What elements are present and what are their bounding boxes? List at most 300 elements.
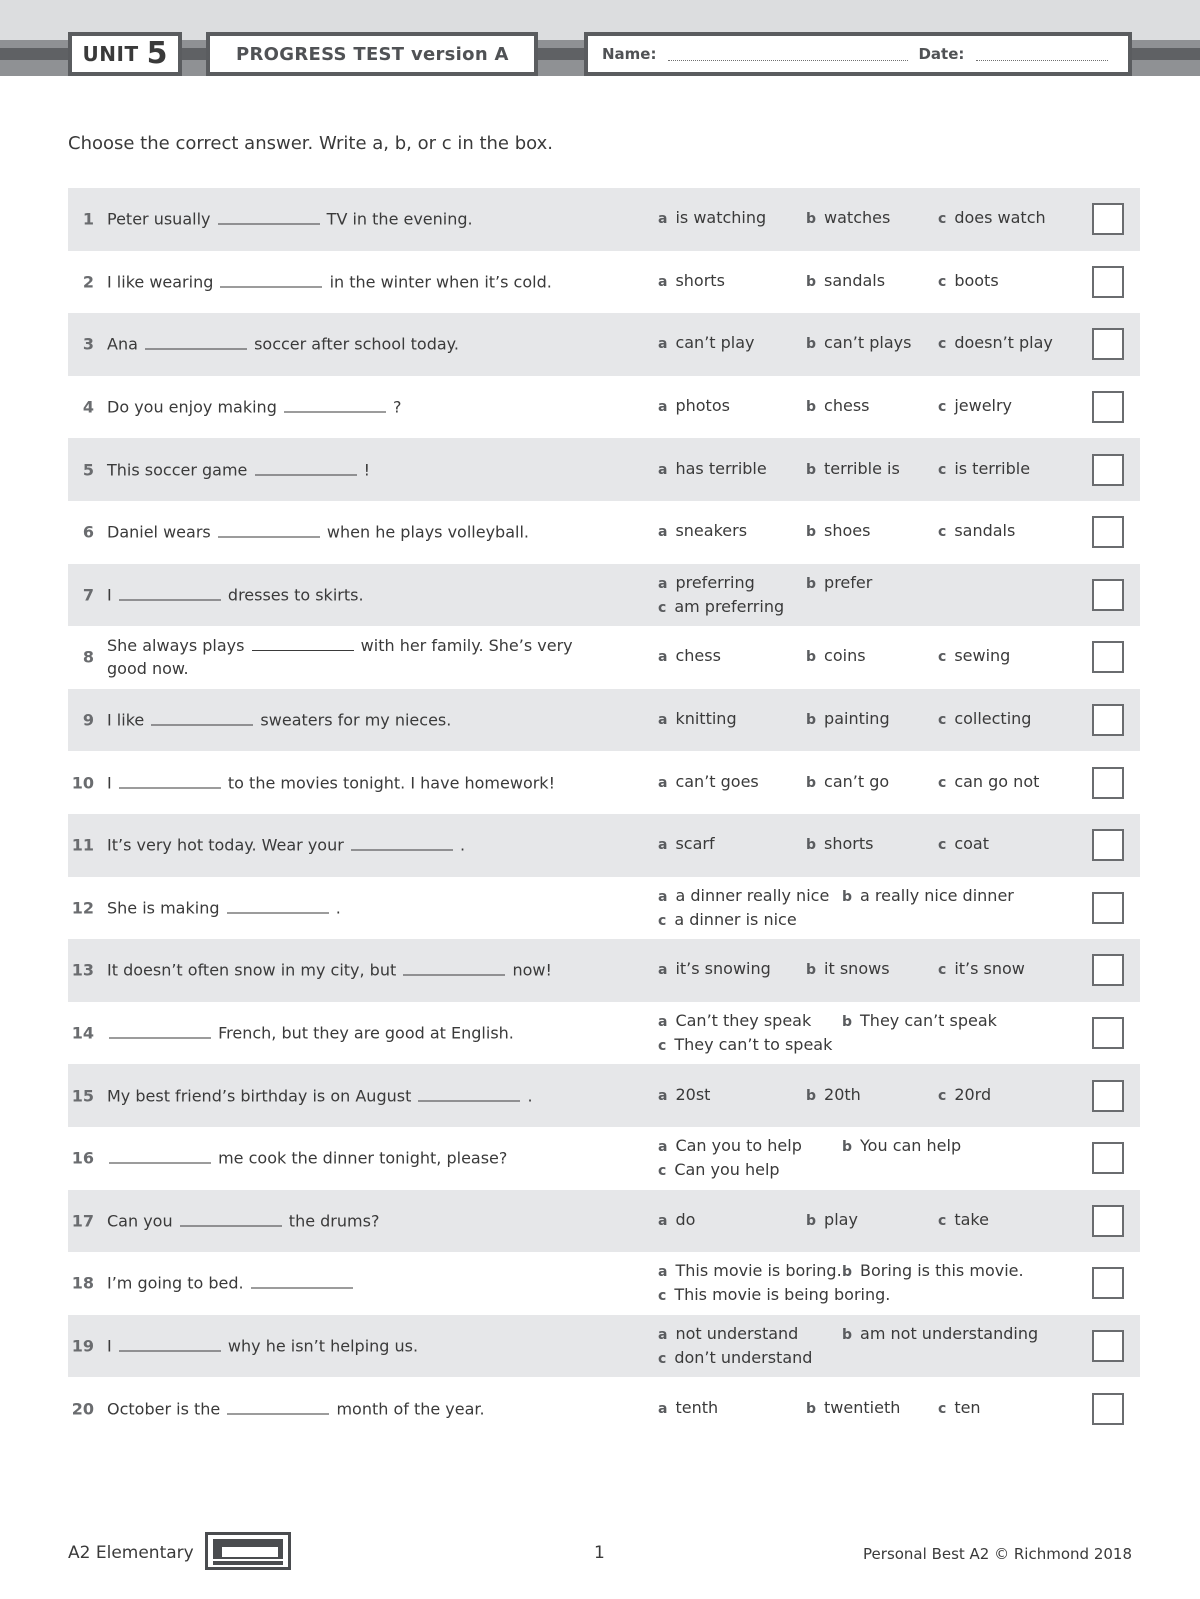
- answer-box[interactable]: [1092, 954, 1124, 986]
- question-text-after: the drums?: [288, 1211, 380, 1231]
- option-a: [658, 521, 747, 540]
- question-row: [68, 564, 1140, 627]
- option-b: [806, 834, 873, 853]
- answer-gap: [180, 1211, 282, 1226]
- question-number: 3: [82, 334, 94, 354]
- option-letter: b: [842, 1139, 853, 1156]
- option-letter: c: [938, 1087, 947, 1104]
- answer-box[interactable]: [1092, 704, 1124, 736]
- question-text-after: when he plays volleyball.: [326, 522, 529, 542]
- option-c: [938, 1085, 991, 1104]
- option-letter: b: [842, 1264, 853, 1281]
- option-text: play: [824, 1209, 858, 1229]
- option-letter: a: [658, 575, 668, 592]
- option-text: prefer: [824, 572, 873, 592]
- option-letter: a: [658, 1014, 668, 1031]
- question-row: [68, 251, 1140, 314]
- question-text: [107, 396, 607, 419]
- unit-label: UNIT: [82, 42, 139, 66]
- option-b: [806, 772, 889, 791]
- option-b: [806, 709, 890, 728]
- option-letter: b: [842, 1326, 853, 1343]
- answer-gap: [351, 836, 453, 851]
- option-letter: a: [658, 1326, 668, 1343]
- question-text: [107, 458, 607, 481]
- option-text: collecting: [954, 709, 1032, 729]
- question-text-after: ?: [393, 397, 402, 417]
- answer-box[interactable]: [1092, 266, 1124, 298]
- answer-box[interactable]: [1092, 1142, 1124, 1174]
- option-text: sneakers: [675, 521, 748, 541]
- option-letter: b: [806, 1087, 817, 1104]
- option-letter: b: [806, 399, 817, 416]
- option-a: [658, 208, 766, 227]
- option-b: [806, 1210, 858, 1229]
- question-number: 12: [71, 898, 94, 918]
- option-letter: c: [658, 599, 667, 616]
- option-letter: c: [658, 1350, 667, 1367]
- option-c: [658, 1285, 890, 1304]
- question-text-before: I: [107, 1336, 112, 1356]
- answer-gap: [119, 773, 221, 788]
- option-letter: b: [842, 1014, 853, 1031]
- option-a: [658, 1210, 695, 1229]
- question-text-before: October is the: [107, 1399, 221, 1419]
- answer-gap: [109, 1149, 211, 1164]
- option-text: coat: [954, 834, 989, 854]
- question-text-before: Do you enjoy making: [107, 397, 277, 417]
- option-text: am not understanding: [860, 1323, 1039, 1343]
- option-text: painting: [824, 709, 890, 729]
- test-title: PROGRESS TEST version A: [236, 43, 509, 65]
- option-letter: c: [658, 912, 667, 929]
- question-text-after: with her family. She’s very good now.: [107, 636, 573, 679]
- question-text-before: Peter usually: [107, 209, 211, 229]
- option-b: [806, 1085, 861, 1104]
- question-text: [107, 208, 607, 231]
- question-text-after: why he isn’t helping us.: [227, 1336, 419, 1356]
- option-b: [842, 886, 1014, 905]
- option-letter: b: [806, 336, 817, 353]
- option-b: [842, 1011, 997, 1030]
- option-text: is watching: [675, 208, 767, 228]
- option-a: [658, 573, 755, 592]
- option-text: it’s snow: [954, 959, 1025, 979]
- option-letter: a: [658, 649, 668, 666]
- answer-box[interactable]: [1092, 892, 1124, 924]
- option-text: preferring: [675, 572, 755, 592]
- option-text: not understand: [675, 1323, 799, 1343]
- question-text: [107, 1022, 607, 1045]
- option-a: [658, 271, 725, 290]
- option-letter: a: [658, 524, 668, 541]
- question-text-before: My best friend’s birthday is on August: [107, 1086, 412, 1106]
- option-text: can’t go: [824, 771, 890, 791]
- answer-gap: [251, 1274, 353, 1289]
- question-text: [107, 834, 607, 857]
- footer-level: A2 Elementary: [68, 1543, 194, 1563]
- option-text: They can’t speak: [860, 1011, 997, 1031]
- question-row: [68, 1064, 1140, 1127]
- option-letter: c: [938, 399, 947, 416]
- question-number: 11: [71, 835, 94, 855]
- question-text: [107, 521, 607, 544]
- option-letter: b: [806, 211, 817, 228]
- answer-gap: [119, 585, 221, 600]
- option-letter: b: [842, 888, 853, 905]
- option-c: [938, 834, 989, 853]
- option-letter: a: [658, 962, 668, 979]
- option-letter: c: [938, 1400, 947, 1417]
- option-letter: b: [806, 575, 817, 592]
- option-c: [658, 597, 784, 616]
- option-letter: b: [806, 1400, 817, 1417]
- option-text: 20th: [824, 1084, 861, 1104]
- option-letter: c: [658, 1288, 667, 1305]
- option-letter: c: [938, 211, 947, 228]
- option-text: shoes: [824, 521, 871, 541]
- option-b: [806, 573, 872, 592]
- option-text: twentieth: [824, 1397, 901, 1417]
- option-a: [658, 1136, 802, 1155]
- answer-box[interactable]: [1092, 767, 1124, 799]
- answer-gap: [418, 1086, 520, 1101]
- option-a: [658, 959, 771, 978]
- answer-gap: [252, 636, 354, 651]
- answer-gap: [227, 898, 329, 913]
- instruction: Choose the correct answer. Write a, b, or c in the box.: [68, 133, 553, 154]
- option-text: sandals: [824, 270, 886, 290]
- page-number: 1: [594, 1543, 605, 1563]
- option-text: Can’t they speak: [675, 1011, 812, 1031]
- option-b: [806, 521, 870, 540]
- option-text: doesn’t play: [954, 333, 1053, 353]
- test-title-box: [206, 32, 538, 76]
- question-number: 20: [71, 1399, 94, 1419]
- question-text-before: Can you: [107, 1211, 173, 1231]
- question-text-before: I like: [107, 710, 145, 730]
- question-row: [68, 689, 1140, 752]
- answer-box[interactable]: [1092, 829, 1124, 861]
- option-text: 20rd: [954, 1084, 992, 1104]
- option-letter: a: [658, 1400, 668, 1417]
- option-c: [658, 1035, 832, 1054]
- option-b: [806, 646, 866, 665]
- answer-gap: [220, 272, 322, 287]
- question-text-after: French, but they are good at English.: [218, 1023, 514, 1043]
- option-text: boots: [954, 270, 999, 290]
- option-text: do: [675, 1209, 696, 1229]
- option-text: don’t understand: [674, 1347, 813, 1367]
- question-text-before: It doesn’t often snow in my city, but: [107, 960, 397, 980]
- option-a: [658, 1011, 811, 1030]
- answer-box[interactable]: [1092, 1393, 1124, 1425]
- question-text-after: !: [363, 460, 371, 480]
- option-letter: a: [658, 1139, 668, 1156]
- option-c: [658, 1348, 812, 1367]
- question-row: [68, 626, 1140, 689]
- option-a: [658, 1324, 798, 1343]
- question-text-after: .: [335, 898, 341, 918]
- question-text: [107, 583, 607, 606]
- option-c: [938, 208, 1046, 227]
- option-letter: c: [658, 1038, 667, 1055]
- option-b: [806, 959, 890, 978]
- personal-best-logo: [205, 1532, 291, 1570]
- question-row: [68, 1002, 1140, 1065]
- option-letter: b: [806, 524, 817, 541]
- option-b: [806, 333, 911, 352]
- option-text: coins: [824, 646, 866, 666]
- option-a: [658, 1085, 710, 1104]
- option-b: [842, 1261, 1024, 1280]
- date-field[interactable]: [976, 48, 1108, 61]
- option-letter: c: [938, 1212, 947, 1229]
- option-letter: a: [658, 399, 668, 416]
- option-b: [806, 459, 900, 478]
- question-text-after: dresses to skirts.: [227, 585, 364, 605]
- option-text: can’t plays: [824, 333, 912, 353]
- question-text-after: soccer after school today.: [254, 334, 459, 354]
- option-letter: b: [806, 273, 817, 290]
- option-a: [658, 834, 715, 853]
- option-text: sandals: [954, 521, 1016, 541]
- option-text: Can you to help: [675, 1136, 802, 1156]
- question-row: [68, 313, 1140, 376]
- option-text: shorts: [675, 270, 725, 290]
- question-number: 17: [71, 1211, 94, 1231]
- date-label: Date:: [918, 45, 965, 63]
- question-number: 9: [82, 710, 94, 730]
- question-number: 5: [82, 460, 94, 480]
- option-c: [938, 646, 1010, 665]
- question-text: [107, 709, 607, 732]
- option-letter: a: [658, 461, 668, 478]
- option-letter: c: [938, 774, 947, 791]
- answer-gap: [218, 523, 320, 538]
- option-text: has terrible: [675, 458, 767, 478]
- option-letter: b: [806, 712, 817, 729]
- option-b: [842, 1136, 961, 1155]
- question-text-after: me cook the dinner tonight, please?: [218, 1148, 508, 1168]
- option-c: [938, 271, 999, 290]
- answer-box[interactable]: [1092, 1205, 1124, 1237]
- question-text: [107, 959, 607, 982]
- answer-gap: [255, 460, 357, 475]
- answer-box[interactable]: [1092, 516, 1124, 548]
- option-text: it snows: [824, 959, 890, 979]
- option-text: can’t goes: [675, 771, 759, 791]
- question-text-before: I’m going to bed.: [107, 1273, 244, 1293]
- option-text: Can you help: [674, 1160, 780, 1180]
- option-letter: a: [658, 1264, 668, 1281]
- option-letter: a: [658, 837, 668, 854]
- question-row: [68, 1190, 1140, 1253]
- option-c: [658, 910, 797, 929]
- question-number: 4: [82, 397, 94, 417]
- option-letter: c: [658, 1163, 667, 1180]
- answer-box[interactable]: [1092, 1017, 1124, 1049]
- option-c: [938, 1398, 981, 1417]
- name-label: Name:: [602, 45, 657, 63]
- answer-box[interactable]: [1092, 641, 1124, 673]
- option-a: [658, 646, 721, 665]
- question-text-after: to the movies tonight. I have homework!: [227, 773, 555, 793]
- option-letter: a: [658, 273, 668, 290]
- question-number: 6: [82, 522, 94, 542]
- option-c: [938, 772, 1039, 791]
- option-letter: c: [938, 461, 947, 478]
- option-a: [658, 396, 730, 415]
- question-text-after: in the winter when it’s cold.: [329, 272, 552, 292]
- option-text: shorts: [824, 834, 874, 854]
- option-text: photos: [675, 396, 730, 416]
- answer-box[interactable]: [1092, 328, 1124, 360]
- option-letter: b: [806, 1212, 817, 1229]
- question-text: [107, 270, 607, 293]
- option-text: a dinner really nice: [675, 885, 830, 905]
- question-text-before: It’s very hot today. Wear your: [107, 835, 344, 855]
- option-text: can go not: [954, 771, 1040, 791]
- question-number: 1: [82, 209, 94, 229]
- question-text-before: I: [107, 585, 112, 605]
- option-b: [806, 396, 869, 415]
- option-text: They can’t to speak: [674, 1035, 833, 1055]
- option-a: [658, 709, 737, 728]
- question-row: [68, 376, 1140, 439]
- option-b: [806, 208, 890, 227]
- option-letter: b: [806, 837, 817, 854]
- question-text-before: I: [107, 773, 112, 793]
- question-text-after: month of the year.: [336, 1399, 485, 1419]
- option-text: can’t play: [675, 333, 755, 353]
- option-a: [658, 772, 759, 791]
- option-letter: b: [806, 962, 817, 979]
- question-text-before: This soccer game: [107, 460, 248, 480]
- question-text: [107, 1209, 607, 1232]
- option-text: sewing: [954, 646, 1011, 666]
- question-text-after: sweaters for my nieces.: [260, 710, 452, 730]
- option-letter: a: [658, 1212, 668, 1229]
- answer-box[interactable]: [1092, 579, 1124, 611]
- question-number: 7: [82, 585, 94, 605]
- question-number: 14: [71, 1023, 94, 1043]
- question-row: [68, 1315, 1140, 1378]
- option-letter: b: [806, 774, 817, 791]
- option-text: This movie is being boring.: [674, 1285, 891, 1305]
- option-text: it’s snowing: [675, 959, 771, 979]
- answer-box[interactable]: [1092, 1267, 1124, 1299]
- question-number: 18: [71, 1273, 94, 1293]
- question-text-before: Ana: [107, 334, 138, 354]
- answer-gap: [403, 961, 505, 976]
- option-text: scarf: [675, 834, 715, 854]
- option-text: ten: [954, 1397, 981, 1417]
- answer-box[interactable]: [1092, 1080, 1124, 1112]
- question-row: [68, 438, 1140, 501]
- option-letter: c: [938, 524, 947, 541]
- option-text: 20st: [675, 1084, 711, 1104]
- option-text: Boring is this movie.: [860, 1261, 1024, 1281]
- answer-gap: [284, 398, 386, 413]
- answer-gap: [218, 210, 320, 225]
- question-number: 15: [71, 1086, 94, 1106]
- option-text: a really nice dinner: [860, 885, 1014, 905]
- option-letter: b: [806, 649, 817, 666]
- option-letter: c: [938, 336, 947, 353]
- option-letter: a: [658, 1087, 668, 1104]
- option-text: knitting: [675, 709, 737, 729]
- question-row: [68, 939, 1140, 1002]
- option-text: a dinner is nice: [674, 909, 797, 929]
- name-field[interactable]: [668, 48, 908, 61]
- question-text: [107, 1334, 607, 1357]
- answer-gap: [227, 1399, 329, 1414]
- option-text: jewelry: [954, 396, 1013, 416]
- option-a: [658, 459, 767, 478]
- question-number: 13: [71, 960, 94, 980]
- option-letter: b: [806, 461, 817, 478]
- option-text: chess: [824, 396, 870, 416]
- option-letter: c: [938, 273, 947, 290]
- question-row: [68, 1377, 1140, 1440]
- question-number: 10: [71, 773, 94, 793]
- option-a: [658, 886, 829, 905]
- answer-gap: [119, 1336, 221, 1351]
- copyright: Personal Best A2 © Richmond 2018: [863, 1545, 1132, 1563]
- option-c: [938, 396, 1012, 415]
- question-text-after: now!: [512, 960, 552, 980]
- option-letter: a: [658, 774, 668, 791]
- answer-gap: [151, 711, 253, 726]
- question-row: [68, 814, 1140, 877]
- question-number: 16: [71, 1148, 94, 1168]
- answer-box[interactable]: [1092, 1330, 1124, 1362]
- question-list: [68, 188, 1140, 1440]
- question-text: [107, 1147, 607, 1170]
- question-text: [107, 333, 607, 356]
- answer-box[interactable]: [1092, 391, 1124, 423]
- answer-box[interactable]: [1092, 203, 1124, 235]
- option-text: terrible is: [824, 458, 900, 478]
- option-c: [938, 959, 1025, 978]
- option-letter: c: [938, 712, 947, 729]
- question-row: [68, 1252, 1140, 1315]
- option-letter: c: [938, 962, 947, 979]
- question-row: [68, 751, 1140, 814]
- option-text: watches: [824, 208, 891, 228]
- option-text: chess: [675, 646, 721, 666]
- answer-box[interactable]: [1092, 454, 1124, 486]
- option-letter: a: [658, 211, 668, 228]
- answer-gap: [145, 335, 247, 350]
- question-text: [107, 771, 607, 794]
- option-c: [938, 709, 1031, 728]
- option-c: [938, 333, 1053, 352]
- option-letter: a: [658, 888, 668, 905]
- question-number: 19: [71, 1336, 94, 1356]
- option-text: tenth: [675, 1397, 719, 1417]
- option-b: [842, 1324, 1038, 1343]
- option-letter: c: [938, 649, 947, 666]
- unit-box: [68, 32, 182, 76]
- unit-number: 5: [146, 36, 168, 71]
- option-letter: a: [658, 336, 668, 353]
- question-text-before: She is making: [107, 898, 220, 918]
- option-text: This movie is boring.: [675, 1261, 842, 1281]
- option-text: is terrible: [954, 458, 1031, 478]
- question-text-before: I like wearing: [107, 272, 214, 292]
